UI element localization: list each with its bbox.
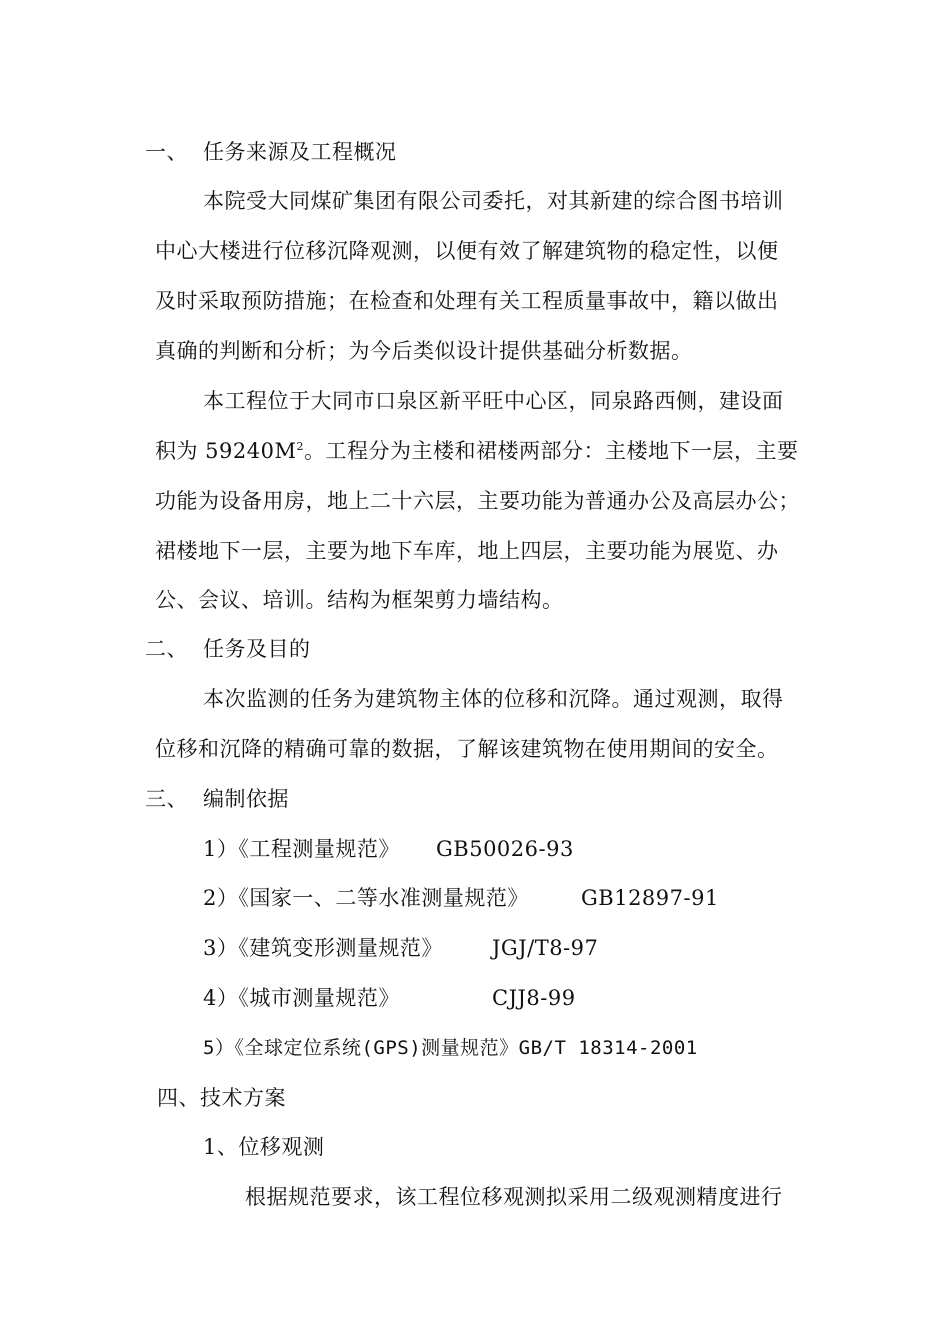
section-title: 任务来源及工程概况: [203, 140, 397, 164]
paragraph-line: 及时采取预防措施；在检查和处理有关工程质量事故中，籍以做出: [155, 289, 779, 313]
section-number: 一、: [145, 140, 188, 164]
reference-item: [203, 883, 529, 913]
reference-code: CJJ8-99: [492, 986, 576, 1010]
reference-item: [203, 983, 400, 1013]
reference-label: 2）《国家一、二等水准测量规范》: [203, 886, 529, 910]
paragraph-line: 根据规范要求，该工程位移观测拟采用二级观测精度进行: [245, 1185, 783, 1209]
paragraph-line: 真确的判断和分析；为今后类似设计提供基础分析数据。: [155, 339, 693, 363]
section-heading-3: [145, 784, 289, 814]
paragraph-line: 本次监测的任务为建筑物主体的位移和沉降。通过观测，取得: [203, 687, 784, 711]
reference-item: 5）《全球定位系统(GPS)测量规范》GB/T 18314-2001: [203, 1037, 698, 1059]
paragraph-line: 位移和沉降的精确可靠的数据，了解该建筑物在使用期间的安全。: [155, 737, 779, 761]
paragraph-line: 本院受大同煤矿集团有限公司委托，对其新建的综合图书培训: [203, 189, 784, 213]
area-text: 积为 59240M: [155, 439, 297, 463]
reference-item: [203, 933, 443, 963]
paragraph-line: 中心大楼进行位移沉降观测，以便有效了解建筑物的稳定性，以便: [155, 239, 779, 263]
reference-label: 4）《城市测量规范》: [203, 986, 400, 1010]
superscript: 2: [296, 440, 304, 453]
section-heading-4: 四、技术方案: [157, 1086, 286, 1110]
reference-item: [203, 834, 400, 864]
paragraph-line-area: [155, 436, 798, 466]
section-title: 编制依据: [203, 787, 289, 811]
section-number: 二、: [145, 637, 188, 661]
section-number: 三、: [145, 787, 188, 811]
reference-code: GB50026-93: [436, 837, 574, 861]
paragraph-line: 功能为设备用房，地上二十六层，主要功能为普通办公及高层办公；: [155, 489, 800, 513]
reference-code: JGJ/T8-97: [492, 936, 599, 960]
section-heading-1: [145, 137, 397, 167]
paragraph-line: 裙楼地下一层，主要为地下车库，地上四层，主要功能为展览、办: [155, 539, 779, 563]
subsection-heading: 1、位移观测: [203, 1135, 325, 1159]
reference-label: 1）《工程测量规范》: [203, 837, 400, 861]
reference-code: GB12897-91: [581, 886, 719, 910]
section-heading-2: [145, 634, 311, 664]
paragraph-line: 本工程位于大同市口泉区新平旺中心区，同泉路西侧，建设面: [203, 389, 784, 413]
paragraph-line: 公、会议、培训。结构为框架剪力墙结构。: [155, 588, 564, 612]
reference-label: 3）《建筑变形测量规范》: [203, 936, 443, 960]
section-title: 任务及目的: [203, 637, 311, 661]
structure-text: 。工程分为主楼和裙楼两部分：主楼地下一层，主要: [303, 439, 799, 463]
